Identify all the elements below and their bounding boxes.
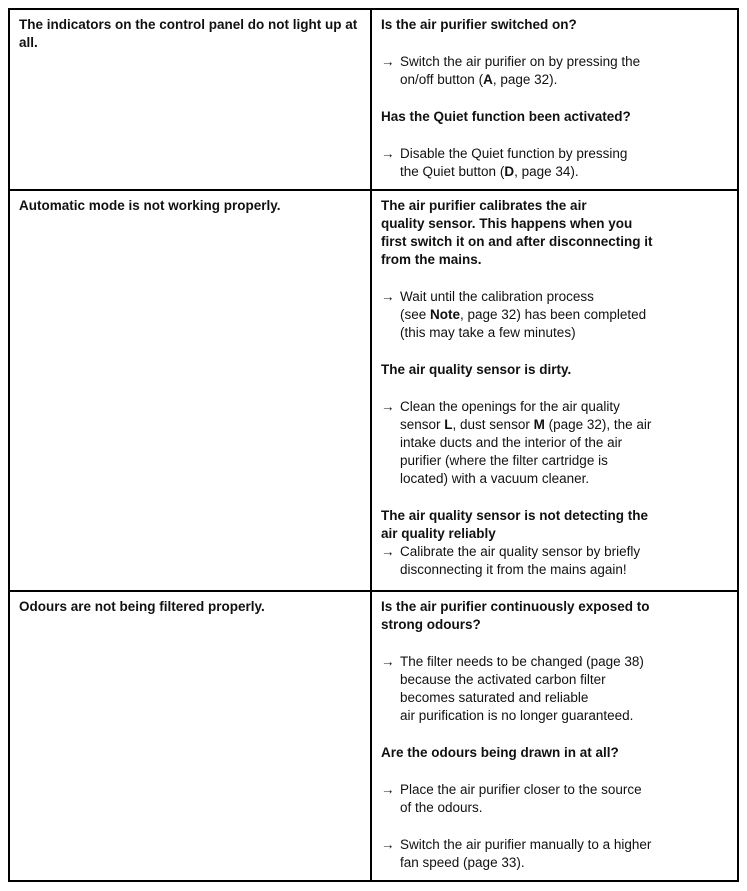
arrow-icon: → xyxy=(381,782,395,797)
problem-cell xyxy=(10,10,372,189)
arrow-icon: → xyxy=(381,837,395,852)
arrow-icon: → xyxy=(381,544,395,559)
arrow-icon: → xyxy=(381,54,395,69)
problem-cell xyxy=(10,191,372,590)
solution-step xyxy=(381,653,728,725)
solution-step xyxy=(381,543,728,579)
solution-heading: Is the air purifier continuously exposed to strong odours? xyxy=(381,599,650,632)
solution-step-text: Disable the Quiet function by pressing the Quiet button (D, page 34). xyxy=(400,146,628,179)
arrow-icon: → xyxy=(381,399,395,414)
solution-step-text: Switch the air purifier on by pressing the on/off button (A, page 32). xyxy=(400,54,641,87)
solution-heading: The air quality sensor is dirty. xyxy=(381,362,572,377)
table-row xyxy=(10,191,737,592)
solutions-cell xyxy=(372,10,737,189)
solution-step xyxy=(381,398,728,488)
problem-text: Odours are not being filtered properly. xyxy=(19,599,265,614)
solution-heading: Are the odours being drawn in at all? xyxy=(381,745,619,760)
solution-heading: Has the Quiet function been activated? xyxy=(381,109,631,124)
solutions-cell xyxy=(372,191,737,590)
solution-step-text: Clean the openings for the air quality sensor L, dust sensor M (page 32), the air intake ducts and the interior of the air purifier (where the filter cartridge is located) with a vacuum cleaner. xyxy=(400,399,652,486)
troubleshooting-table xyxy=(8,8,739,882)
solution-step xyxy=(381,288,728,342)
solutions-cell xyxy=(372,592,737,880)
solution-step xyxy=(381,781,728,817)
arrow-icon: → xyxy=(381,289,395,304)
solution-step-text: Place the air purifier closer to the source of the odours. xyxy=(400,782,642,815)
solution-heading: The air purifier calibrates the air quality sensor. This happens when you first switch it on and after disconnecting it from the mains. xyxy=(381,198,653,267)
solution-step-text: Wait until the calibration process (see Note, page 32) has been completed (this may take a few minutes) xyxy=(400,289,647,340)
solution-heading: The air quality sensor is not detecting the air quality reliably xyxy=(381,508,649,541)
solution-step-text: Switch the air purifier manually to a higher fan speed (page 33). xyxy=(400,837,652,870)
table-row xyxy=(10,592,737,880)
solution-step xyxy=(381,145,728,181)
problem-cell xyxy=(10,592,372,880)
solution-step xyxy=(381,836,728,872)
arrow-icon: → xyxy=(381,146,395,161)
arrow-icon: → xyxy=(381,654,395,669)
solution-step xyxy=(381,53,728,89)
problem-text: Automatic mode is not working properly. xyxy=(19,198,281,213)
solution-step-text: The filter needs to be changed (page 38) because the activated carbon filter becomes saturated and reliable air purification is no longer guaranteed. xyxy=(400,654,644,723)
solution-heading: Is the air purifier switched on? xyxy=(381,17,577,32)
table-row xyxy=(10,10,737,191)
problem-text: The indicators on the control panel do not light up at all. xyxy=(19,17,358,50)
solution-step-text: Calibrate the air quality sensor by briefly disconnecting it from the mains again! xyxy=(400,544,641,577)
